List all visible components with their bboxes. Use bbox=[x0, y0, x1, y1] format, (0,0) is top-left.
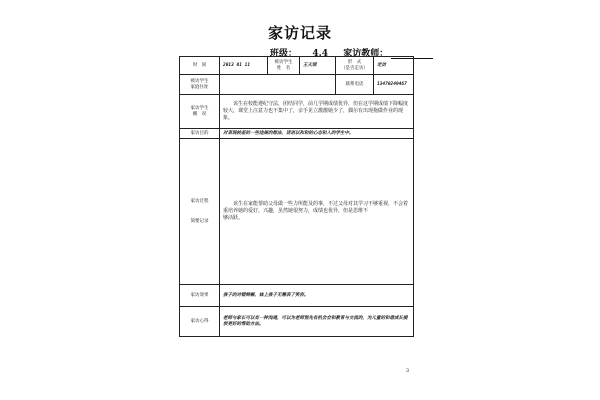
student-name-value: 王天琪 bbox=[300, 57, 336, 75]
family-address-label: 被访学生 家庭住址 bbox=[180, 75, 220, 95]
purpose-label: 家访目的 bbox=[180, 129, 220, 139]
process-cell bbox=[220, 139, 414, 285]
feeling-label: 家访心得 bbox=[180, 307, 220, 337]
effect-value: 孩子的对错辩解，妹上孩子无需表了笑容。 bbox=[220, 285, 414, 307]
situation-label: 家访学生 概 况 bbox=[180, 95, 220, 129]
effect-label: 家访效果 bbox=[180, 285, 220, 307]
visit-record-table bbox=[179, 56, 414, 337]
process-text-line-2: 够活跃。 bbox=[223, 215, 244, 221]
table-row bbox=[180, 57, 414, 75]
table-row bbox=[180, 95, 414, 129]
process-label-line-1: 家访过程 bbox=[190, 198, 209, 204]
table-row bbox=[180, 307, 414, 337]
phone-label: 联系电话 bbox=[336, 75, 374, 95]
form-value: 走访 bbox=[374, 57, 414, 75]
purpose-value: 对表现较差的一些违规的想法，话语以和和的心态和入的学生中。 bbox=[220, 129, 414, 139]
student-name-label: 被访学生 姓 名 bbox=[268, 57, 300, 75]
table-row bbox=[180, 285, 414, 307]
table-row bbox=[180, 139, 414, 285]
teacher-label: 家访教师： bbox=[343, 49, 389, 59]
time-value: 2013 01 11 bbox=[220, 57, 268, 75]
family-address-value bbox=[220, 75, 336, 95]
table-row bbox=[180, 75, 414, 95]
phone-value: 13470249467 bbox=[374, 75, 414, 95]
feeling-value: 老师与家长可以有一种沟通，可以为老师预先有机会会和教育与交流的，为儿童的和谐成长提供更好的帮助方法。 bbox=[220, 307, 414, 337]
document-title: 家访记录 bbox=[267, 24, 332, 42]
table-row bbox=[180, 129, 414, 139]
page-number: 3 bbox=[405, 368, 409, 374]
process-text-line-1: 该生在家能帮助父母做一些力所能及的事，不过父母对其学习不够重视，不会着重培养她的爱好、兴趣，虽然她很努力，成绩也优异，但是思维不 bbox=[223, 201, 409, 214]
process-label-line-2: 简要记录 bbox=[190, 218, 209, 224]
class-label: 班级： bbox=[270, 49, 298, 59]
class-value: 4.4 bbox=[312, 49, 328, 59]
time-label: 时 间 bbox=[180, 57, 220, 75]
situation-text: 该生在校能遵纪守法，团结同学，前几学期成绩优异，但在这学期成绩下降幅度较大，课堂上注意力也不集中了，亲手见立激激她少了，偶尔有出现拖做作业的现象。 bbox=[223, 101, 409, 121]
form-label: 形 式 （是否走访） bbox=[336, 57, 374, 75]
situation-cell bbox=[220, 95, 414, 129]
process-label bbox=[180, 139, 220, 285]
